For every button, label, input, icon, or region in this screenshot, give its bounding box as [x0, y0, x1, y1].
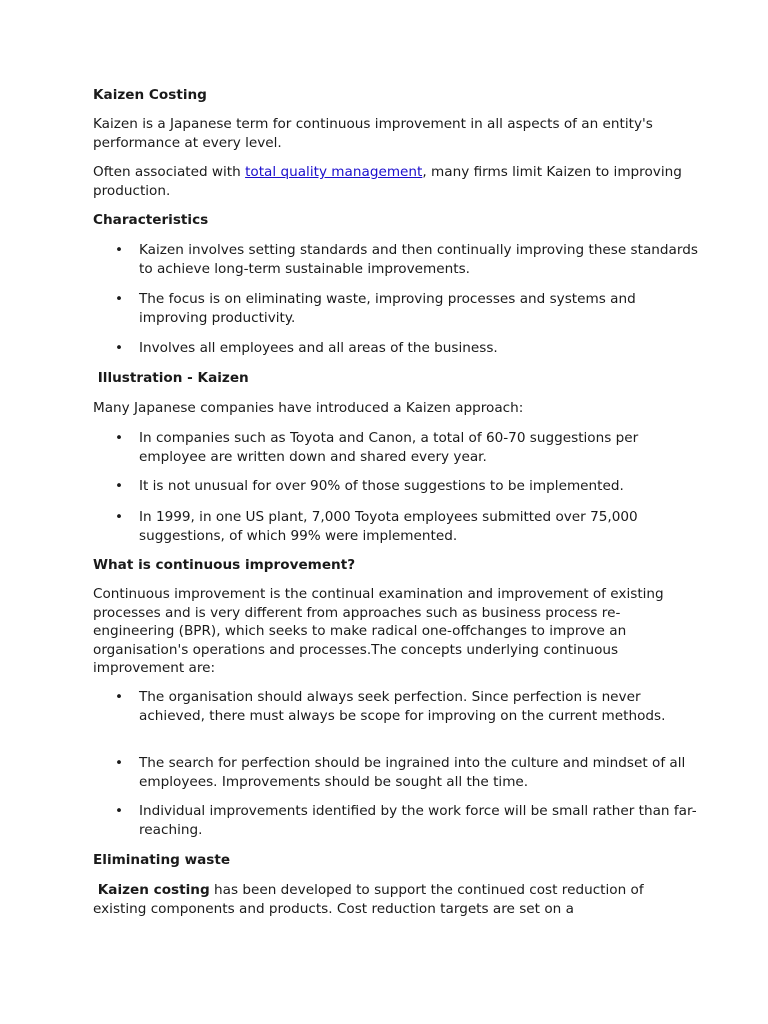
characteristics-heading: Characteristics: [93, 212, 209, 228]
bullet-icon: •: [115, 755, 124, 771]
waste-heading: Eliminating waste: [93, 852, 231, 868]
tqm-text-before: Often associated with: [93, 164, 246, 180]
continuous-heading: What is continuous improvement?: [93, 557, 356, 573]
bullet-icon: •: [115, 803, 124, 819]
kaizen-costing-term: Kaizen costing: [93, 882, 210, 898]
bullet-icon: •: [115, 689, 124, 705]
list-item: • Individual improvements identified by the work force will be small rather than far-reaching.: [115, 803, 697, 838]
bullet-icon: •: [115, 291, 124, 307]
list-item: • The search for perfection should be ingrained into the culture and mindset of all employees. Improvements should be sought all the time.: [115, 755, 686, 790]
tqm-paragraph: [93, 163, 693, 200]
list-item: • In 1999, in one US plant, 7,000 Toyota employees submitted over 75,000 suggestions, of which 99% were implemented.: [115, 509, 638, 544]
tqm-link[interactable]: total quality management: [245, 164, 423, 180]
continuous-paragraph: Continuous improvement is the continual examination and improvement of existing processes and is very different from approaches such as business process re-engineering (BPR), which seeks to make radical one-offchanges to improve an organisation's operations and processes.The concepts underlying continuous improvement are:: [93, 586, 664, 676]
illustration-intro: Many Japanese companies have introduced a Kaizen approach:: [93, 400, 524, 416]
intro-paragraph: Kaizen is a Japanese term for continuous improvement in all aspects of an entity's performance at every level.: [93, 116, 653, 151]
document-title: Kaizen Costing: [93, 87, 207, 103]
bullet-icon: •: [115, 509, 124, 525]
waste-paragraph: [93, 881, 693, 918]
list-item: • Kaizen involves setting standards and then continually improving these standards to achieve long-term sustainable improvements.: [115, 242, 698, 277]
tqm-text-after: , many firms limit Kaizen to improving production.: [93, 164, 682, 199]
list-item: • The organisation should always seek perfection. Since perfection is never achieved, there must always be scope for improving on the current methods.: [115, 689, 666, 724]
waste-text: has been developed to support the continued cost reduction of existing components and products. Cost reduction targets are set on a: [93, 882, 644, 917]
list-item: • The focus is on eliminating waste, improving processes and systems and improving productivity.: [115, 291, 636, 326]
list-item: • Involves all employees and all areas of the business.: [115, 340, 498, 356]
bullet-icon: •: [115, 430, 124, 446]
bullet-icon: •: [115, 242, 124, 258]
bullet-icon: •: [115, 478, 124, 494]
illustration-heading: Illustration - Kaizen: [93, 370, 249, 386]
bullet-icon: •: [115, 340, 124, 356]
list-item: • In companies such as Toyota and Canon, a total of 60-70 suggestions per employee are written down and shared every year.: [115, 430, 639, 465]
list-item: • It is not unusual for over 90% of those suggestions to be implemented.: [115, 478, 624, 494]
